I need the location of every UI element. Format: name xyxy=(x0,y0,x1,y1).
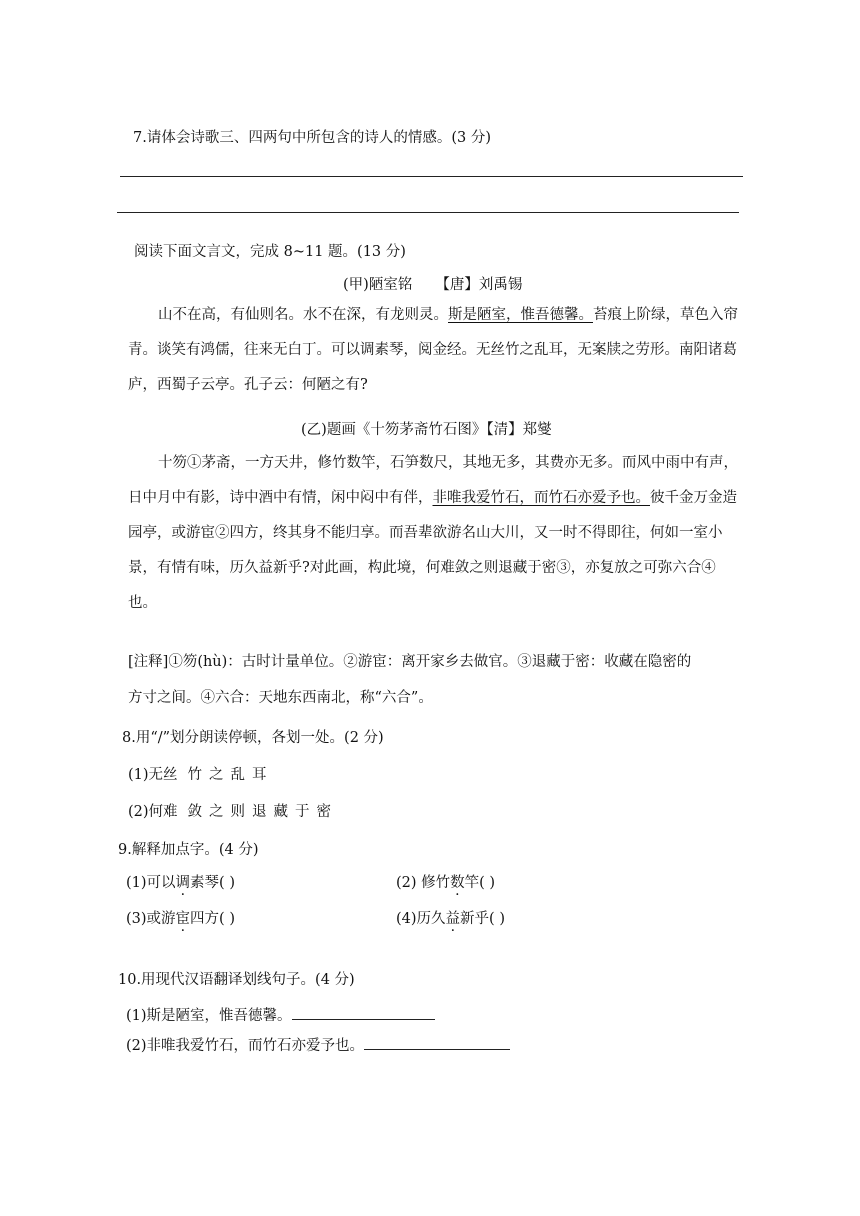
q8-char[interactable]: 密 xyxy=(316,804,332,820)
answer-blank-2[interactable] xyxy=(364,1035,510,1050)
q8-item1-prefix: (1)无丝 xyxy=(128,767,178,783)
question-8-item-1 xyxy=(128,763,274,784)
question-7: 7.请体会诗歌三、四两句中所包含的诗人的情感。(3 分) xyxy=(133,130,491,146)
answer-blank-1[interactable] xyxy=(292,1005,435,1020)
notes-line-1: [注释]①笏(hù)：古时计量单位。②游宦：离开家乡去做官。③退藏于密：收藏在隐密的 xyxy=(128,654,692,670)
q9-item2-text: (2) 修竹 xyxy=(396,875,451,891)
question-9-item-2[interactable] xyxy=(396,871,495,892)
passage-jia-underlined: 斯是陋室，惟吾德馨。 xyxy=(448,307,593,323)
passage-jia-text-1: 山不在高，有仙则名。水不在深，有龙则灵。 xyxy=(158,307,448,323)
q8-char[interactable]: 耳 xyxy=(252,767,267,783)
passage-yi-text-2: 彼千金万金造园亭，或游宦②四方，终其身不能归享。而吾辈欲游名山大川，又一时不得即往，何如一室小景，有情有味，历久益新乎?对此画，构此境，何难敛之则退藏于密③，亦复放之可弥六合④也。 xyxy=(128,490,737,611)
question-9-stem: 9.解释加点字。(4 分) xyxy=(118,842,259,858)
q9-item1-text: (1)可以 xyxy=(126,875,176,891)
reading-intro: 阅读下面文言文，完成 8~11 题。(13 分) xyxy=(134,244,406,260)
notes-line-2: 方寸之间。④六合：天地东西南北，称“六合”。 xyxy=(128,690,433,706)
question-9-item-4[interactable] xyxy=(396,907,505,928)
passage-yi-title: (乙)题画《十笏茅斋竹石图》【清】郑燮 xyxy=(301,422,552,438)
q9-item1-blank: 素琴( ) xyxy=(190,875,235,891)
question-10-item-2 xyxy=(126,1034,510,1055)
q8-item2-prefix: (2)何难 xyxy=(128,804,178,820)
question-8-item-2 xyxy=(128,800,338,821)
q8-char[interactable]: 之 xyxy=(209,804,224,820)
passage-jia-name: (甲)陋室铭 xyxy=(343,277,413,293)
passage-yi-text-1: 十笏①茅斋，一方天井，修竹数竿，石笋数尺，其地无多，其费亦无多。而风中雨中有声，日中月中有影，诗中酒中有情，闲中闷中有伴， xyxy=(128,455,738,506)
q8-char[interactable]: 则 xyxy=(230,804,246,820)
q8-char[interactable]: 敛 xyxy=(187,804,203,820)
answer-line-1[interactable] xyxy=(120,176,743,177)
q9-item3-blank: 四方( ) xyxy=(190,911,235,927)
q8-char[interactable]: 藏 xyxy=(273,804,289,820)
q9-item3-text: (3)或游 xyxy=(126,911,176,927)
question-8-stem: 8.用“/”划分朗读停顿，各划一处。(2 分) xyxy=(122,730,384,746)
dotted-char: 益 xyxy=(445,911,461,927)
passage-jia-author: 【唐】刘禹锡 xyxy=(435,277,523,293)
answer-line-2[interactable] xyxy=(117,212,739,213)
dotted-char: 数 xyxy=(450,875,465,891)
q9-item4-text: (4)历久 xyxy=(396,911,446,927)
q9-item2-blank: 竿( ) xyxy=(464,875,496,891)
q9-item4-blank: 新乎( ) xyxy=(460,911,505,927)
passage-yi-underlined: 非唯我爱竹石，而竹石亦爱予也。 xyxy=(432,490,650,506)
q10-item2-text: (2)非唯我爱竹石，而竹石亦爱予也。 xyxy=(126,1038,365,1054)
passage-yi-body xyxy=(128,446,738,621)
question-10-item-1 xyxy=(126,1004,435,1025)
question-9-item-3[interactable] xyxy=(126,907,235,928)
passage-jia-body xyxy=(128,298,738,403)
question-10-stem: 10.用现代汉语翻译划线句子。(4 分) xyxy=(118,972,355,988)
q8-char[interactable]: 于 xyxy=(295,804,310,820)
dotted-char: 宦 xyxy=(175,911,191,927)
q10-item1-text: (1)斯是陋室，惟吾德馨。 xyxy=(126,1008,292,1024)
q8-char[interactable]: 退 xyxy=(252,804,267,820)
q8-char[interactable]: 之 xyxy=(209,767,224,783)
q8-char[interactable]: 乱 xyxy=(230,767,246,783)
passage-jia-text-2: 苔痕上阶绿，草色入帘青。谈笑有鸿儒，往来无白丁。可以调素琴，阅金经。无丝竹之乱耳，无案牍之劳形。南阳诸葛庐，西蜀子云亭。孔子云：何陋之有? xyxy=(128,307,738,393)
q8-char[interactable]: 竹 xyxy=(187,767,203,783)
dotted-char: 调 xyxy=(175,875,191,891)
question-9-item-1[interactable] xyxy=(126,871,235,892)
passage-jia-title xyxy=(343,273,522,294)
